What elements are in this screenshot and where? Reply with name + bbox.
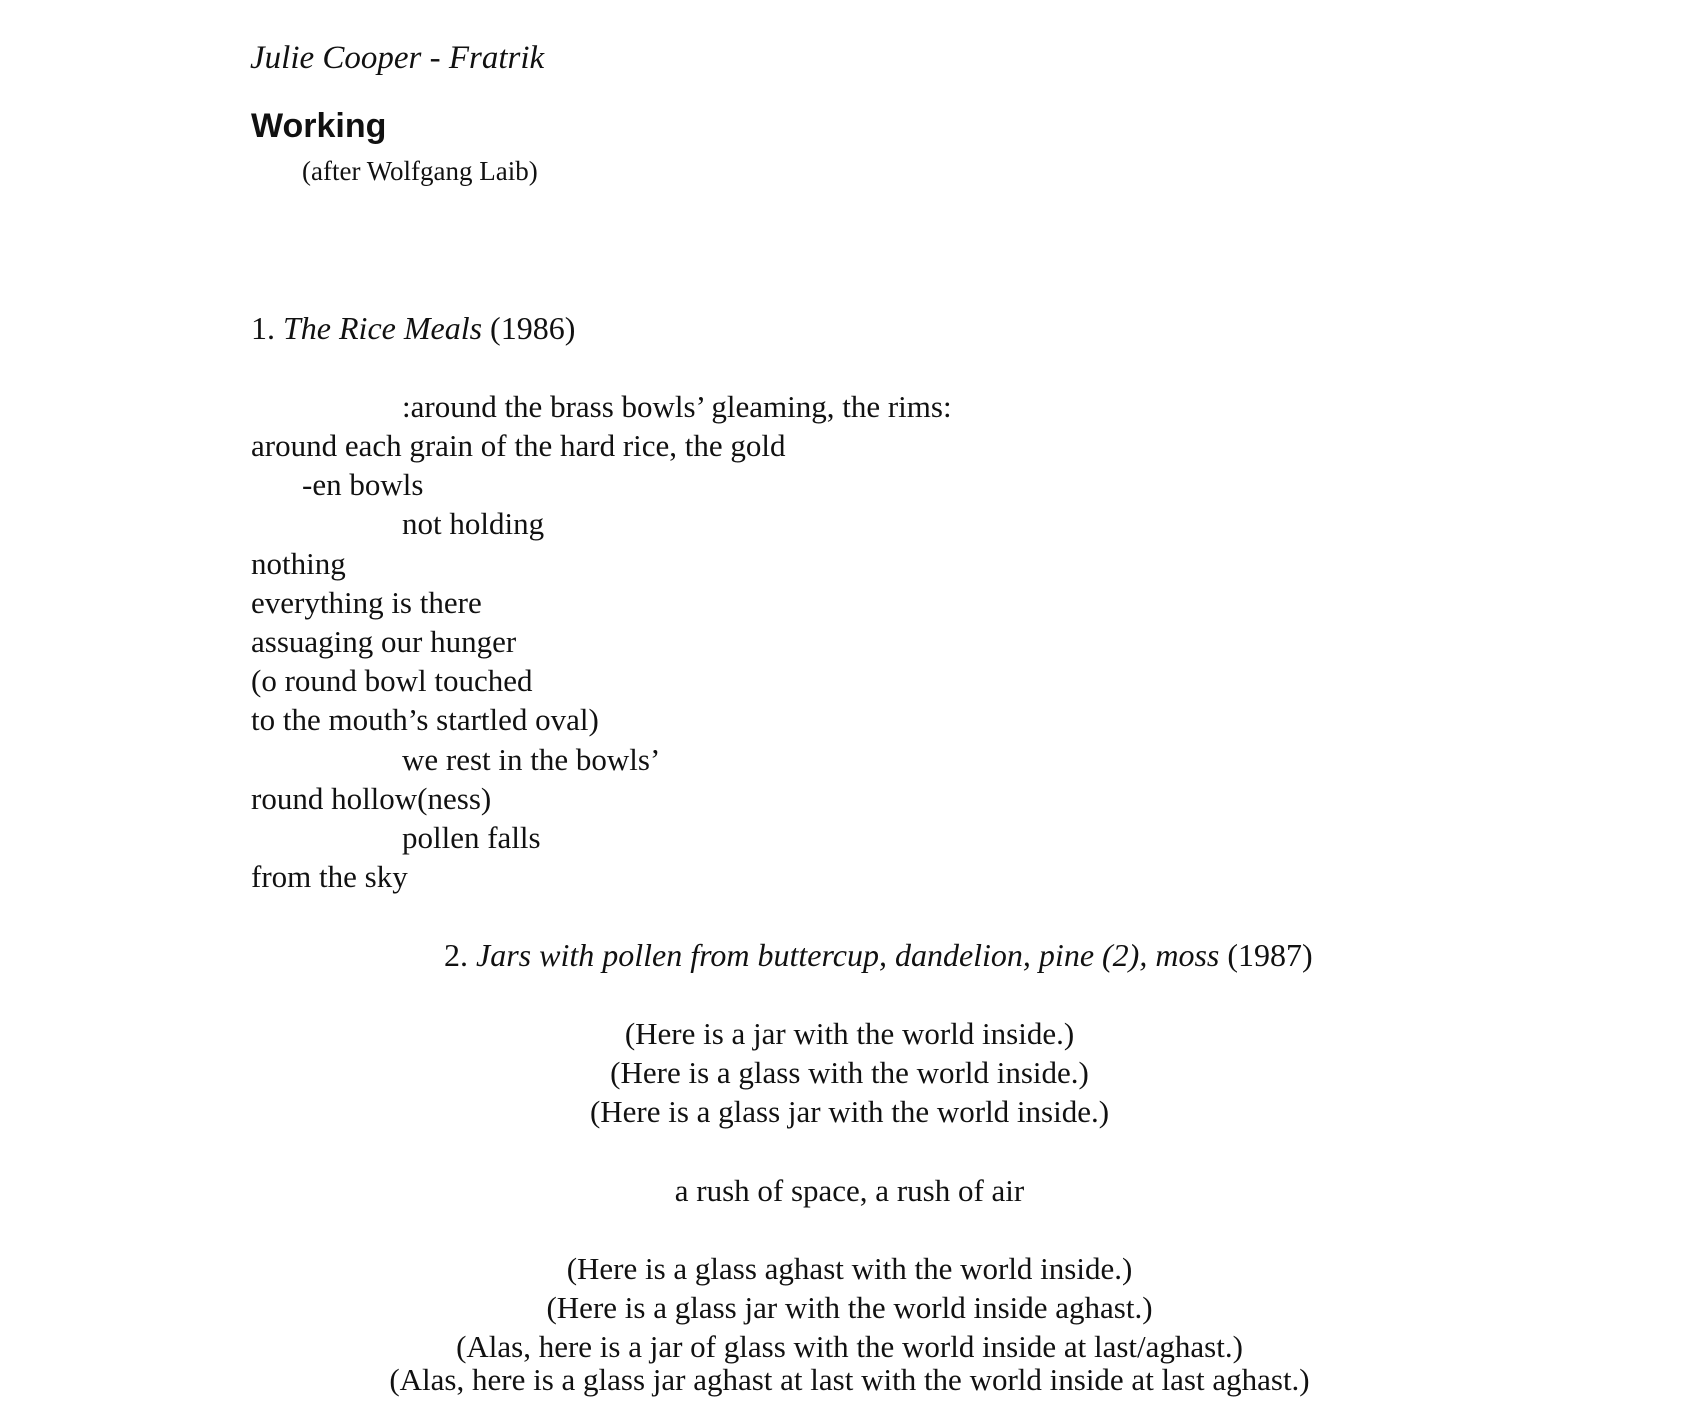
poem-title: Working [251, 107, 387, 145]
section-1-line: round hollow(ness) [251, 781, 492, 816]
section-2-year: (1987) [1227, 937, 1313, 973]
section-1-line: assuaging our hunger [251, 624, 517, 659]
section-1-line: around each grain of the hard rice, the gold [251, 428, 786, 463]
section-2-title: Jars with pollen from buttercup, dandelion, pine (2), moss [476, 937, 1220, 973]
section-2-heading [444, 937, 1313, 973]
section-1-line: to the mouth’s startled oval) [251, 702, 599, 737]
section-1-line: pollen falls [402, 820, 541, 855]
section-1-line: nothing [251, 546, 346, 581]
section-2-line: (Here is a jar with the world inside.) [624, 1016, 1075, 1051]
section-1-line: -en bowls [302, 467, 424, 502]
section-2-line: (Here is a glass aghast with the world inside.) [566, 1251, 1133, 1286]
section-1-line: from the sky [251, 859, 408, 894]
section-1-line: :around the brass bowls’ gleaming, the rims: [402, 389, 952, 424]
section-1-line: (o round bowl touched [251, 663, 533, 698]
section-2-line: (Alas, here is a glass jar aghast at last with the world inside at last aghast.) [389, 1362, 1310, 1397]
section-1-line: not holding [402, 506, 545, 541]
author-name: Julie Cooper - Fratrik [250, 40, 545, 76]
section-2-line: (Here is a glass with the world inside.) [610, 1055, 1089, 1090]
section-1-number: 1. [251, 310, 275, 346]
section-2-line: (Alas, here is a jar of glass with the world inside at last/aghast.) [456, 1329, 1243, 1364]
poem-subtitle: (after Wolfgang Laib) [302, 156, 538, 186]
section-2-number: 2. [444, 937, 468, 973]
section-1-line: everything is there [251, 585, 482, 620]
section-1-heading [251, 310, 575, 346]
section-2-line: (Here is a glass jar with the world inside.) [589, 1094, 1110, 1129]
section-2-line: a rush of space, a rush of air [674, 1173, 1025, 1208]
section-1-title: The Rice Meals [283, 310, 483, 346]
section-1-line: we rest in the bowls’ [402, 742, 661, 777]
section-2-line: (Here is a glass jar with the world inside aghast.) [546, 1290, 1153, 1325]
section-1-year: (1986) [490, 310, 576, 346]
